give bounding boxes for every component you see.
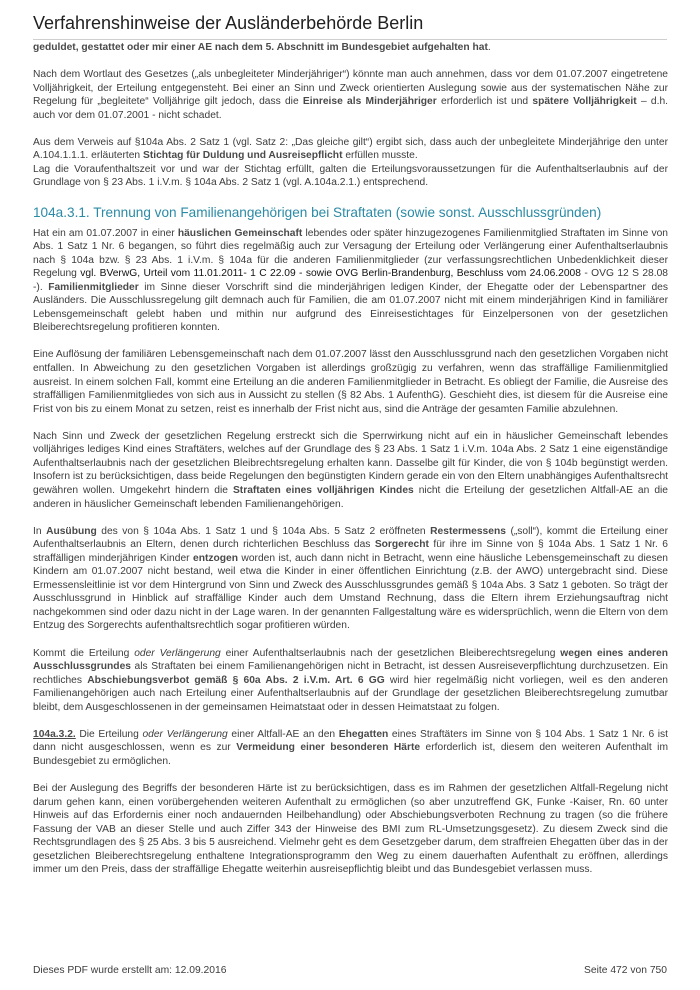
bold-text: Restermessens [430, 525, 506, 537]
text: Aus dem Verweis auf §104a Abs. 2 Satz 1 (vgl. Satz 2: „Das gleiche gilt“) ergibt sich, dass auch der unbegleitete Minderjährige den unter A.104.1.1.1. erläuterten [33, 136, 668, 162]
text: erforderlich ist und [436, 96, 533, 108]
text: („soll“), kommt die Erteilung einer Aufenthaltserlaubnis an Eltern, denen durch richterlichen Beschluss das [33, 525, 669, 551]
bold-text: wegen eines anderen Ausschlussgrundes [33, 647, 668, 673]
page-header [33, 12, 667, 40]
paragraph-1 [33, 41, 668, 55]
paragraph-9 [33, 728, 668, 769]
paragraph-8 [33, 647, 668, 715]
text: Eine Auflösung der familiären Lebensgemeinschaft nach dem 01.07.2007 lässt den Ausschlussgrund nach den gesetzlichen Vorgaben nicht entfallen. In Abweichung zu den gesetzlichen Vorgaben ist allerdings großzügig zu verfahren, wenn das straffällige Familienmitglied ausreist. In einem solchen Fall, kommt eine Erteilung an die anderen Familienmitglieder in Betracht. Es obliegt der Familie, die Ausreise des straffälligen Familienmitgliedes von sich aus in Aussicht zu stellen (§ 82 Abs. 1 AufenthG). Geschieht dies, ist diesem für die Ausreise eine Frist von bis zu einem Monat zu setzen, reist es innerhalb der Frist nicht aus, sind die Anträge der gesamten Familie abzulehnen. [33, 349, 668, 415]
page-title: Verfahrenshinweise der Ausländerbehörde Berlin [33, 13, 424, 33]
bold-text: Straftaten eines volljährigen Kindes [232, 484, 414, 496]
bold-text: Einreise als Minderjähriger [302, 96, 437, 108]
paragraph-2 [33, 68, 668, 122]
paragraph-3 [33, 136, 668, 190]
bold-text: Ausübung [46, 525, 97, 537]
text: Nach Sinn und Zweck der gesetzlichen Regelung erstreckt sich die Sperrwirkung nicht auf ein in häuslicher Gemeinschaft lebendes volljähriges lediges Kind eines Straftäters, welches auf der Grundlage des § 23 Abs. 1 Satz 1 i.V.m. 104a Abs. 2 Satz 1 eine eigenständige Aufenthaltserlaubnis nach der gesetzlichen Bleibrechtsregelung erhalten kann. Dasselbe gilt für Kinder, die von § 104b begünstigt werden. Insofern ist zu berücksichtigen, dass beide Regelungen den begünstigten Kindern gerade ein von den Eltern unabhängiges Aufenthaltsrecht gewähren wollen. Umgekehrt hindern die [33, 430, 668, 496]
italic-text: oder Verlängerung [142, 728, 228, 740]
creation-date: Dieses PDF wurde erstellt am: 12.09.2016 [33, 965, 227, 976]
bold-text: häuslichen Gemeinschaft [177, 227, 303, 239]
text: für ihre im Sinne von § 104a Abs. 1 Satz 1 Nr. 6 straffälligen minderjährigen Kinder [33, 539, 668, 564]
text: Hat ein am 01.07.2007 in einer [33, 227, 178, 239]
text: erfüllen musste. [342, 150, 418, 162]
paragraph-6 [33, 430, 668, 511]
bold-text: Stichtag für Duldung und Ausreisepflicht [142, 150, 343, 162]
text: Lag die Voraufenthaltszeit vor und war der Stichtag erfüllt, galten die Erteilungsvoraussetzungen für die Aufenthaltserlaubnis auf der Grundlage von § 23 Abs. 1 i.V.m. § 104a Abs. 2 Satz 1 (vgl. A.104a.2.1.) entsprechend. [33, 163, 668, 189]
document-body [33, 41, 668, 890]
text: Kommt die Erteilung [33, 647, 135, 659]
text: worden ist, auch dann nicht in Betracht, wenn eine häusliche Lebensgemeinschaft zu diesen Kindern am 01.07.2007 nicht bestand, weil etwa die Kinder in einer öffentlichen Einrichtung (z.B. der AWO) untergebracht sind. Diese Ermessensleitlinie ist vor dem Hintergrund von Sinn und Zweck des Ausschlussgrundes gemäß § 104a Abs. 3 Satz 1 geboten. So trägt der Ausschlussgrund in Hinblick auf straffällige Kinder auch dem Umstand Rechnung, dass die Eltern ihrem Erziehungsauftrag nicht nachgekommen sind oder dazu nicht in der Lage waren. In der genannten Fallgestaltung wäre es widersprüchlich, wenn die Eltern von dem Entzug des Sorgerechts aufenthaltsrechtlich sogar profitieren würden. [33, 552, 668, 632]
text: - OVG 12 S 28.08 -). [33, 268, 668, 293]
text: Nach dem Wortlaut des Gesetzes („als unbegleiteter Minderjähriger“) könnte man auch annehmen, dass vor dem 01.07.2007 eingetretene Volljährigkeit, der Erteilung entgegensteht. Bei einer an Sinn und Zweck orientierten Auslegung sowie aus der systematischen Nähe zur Regelung für „begleitete“ Volljährige gilt jedoch, dass die [33, 69, 668, 108]
italic-text: oder Verlängerung [134, 647, 221, 659]
text: – d.h. auch vor dem 01.07.2001 - nicht schadet. [33, 96, 669, 121]
paragraph-7 [33, 525, 668, 633]
paragraph-4 [33, 227, 668, 335]
section-heading: 104a.3.1. Trennung von Familienangehörigen bei Straftaten (sowie sonst. Ausschlussgründen) [33, 204, 602, 220]
bold-text: Vermeidung einer besonderen Härte [236, 742, 421, 754]
page-footer [33, 965, 667, 976]
paragraph-10 [33, 782, 668, 877]
text: im Sinne dieser Vorschrift sind die minderjährigen ledigen Kinder, der Ehegatte oder der Lebenspartner des Ausländers. Die Ausschlussregelung gilt demnach auch für Familien, die am 01.07.2007 nicht mit einem minderjährigen Kind in familiärer Lebensgemeinschaft gelebt haben und mithin nur aufgrund des Einreisestichtages für Einzelpersonen von der gesetzlichen Bleiberechtsregelung profitieren konnten. [33, 281, 668, 334]
bold-text: Sorgerecht [374, 539, 429, 551]
section-reference: 104a.3.2. [33, 728, 76, 740]
text: einer Aufenthaltserlaubnis nach der gesetzlichen Bleiberechtsregelung [220, 647, 561, 659]
text: Die Erteilung [75, 728, 143, 740]
court-citation: vgl. BVerwG, Urteil vom 11.01.2011- 1 C 22.09 - sowie OVG Berlin-Brandenburg, Beschluss vom 24.06.2008 [80, 268, 581, 280]
text: nicht die Erteilung der gesetzlichen Altfall-AE an die anderen in häuslicher Gemeinschaft lebenden Familienangehörigen. [33, 484, 668, 510]
text: des von § 104a Abs. 1 Satz 1 und § 104a Abs. 5 Satz 2 eröffneten [96, 525, 431, 537]
text: eines Straftäters im Sinne von § 104 Abs. 1 Satz 1 Nr. 6 ist dann nicht ausgeschlossen, wenn es zur [33, 728, 669, 754]
paragraph-5 [33, 348, 668, 416]
text: erforderlich ist, diesem den weiteren Aufenthalt im Bundesgebiet zu ermöglichen. [33, 742, 668, 767]
bold-text: Familienmitglieder [48, 281, 139, 293]
text: . [487, 42, 491, 53]
bold-text: Abschiebungsverbot gemäß § 60a Abs. 2 i.V.m. Art. 6 GG [87, 674, 385, 686]
bold-text: Ehegatten [338, 728, 389, 740]
bold-text: entzogen [193, 552, 238, 564]
text: Bei der Auslegung des Begriffs der besonderen Härte ist zu berücksichtigen, dass es im Rahmen der gesetzlichen Altfall-Regelung nicht darum gehen kann, einen vorübergehenden weiteren Aufenthalt zu ermöglichen (so aber unzutreffend GK, Funke -Kaiser, Rn. 60 unter Hinweis auf das Erfordernis einer noch andauernden Heilbehandlung) oder Abschiebungsverboten Rechnung zu tragen (so die frühere Fassung der VAB an dieser Stelle und auch Ziffer 343 der Hinweise des BMI zum RL-Umsetzungsgesetz). Zu diesem Zweck sind die Rechtsgrundlagen des § 25 Abs. 3 bis 5 ausreichend. Vielmehr geht es dem Gesetzgeber darum, dem straffreien Ehegatten über das in der gesetzlichen Bleiberechtsregelung enthaltene Integrationsprogramm den Weg zu einem dauerhaften Aufenthalt zu eröffnen, allerdings immer um den Preis, dass der straffällige Ehegatte weiterhin ausreisepflichtig bleibt und das Bundesgebiet verlassen muss. [33, 782, 668, 876]
text: In [33, 525, 47, 537]
text: lebendes oder später hinzugezogenes Familienmitglied Straftaten im Sinne von Abs. 1 Satz 1 Nr. 6 begangen, so führt dies regelmäßig auch zur Versagung der Erteilung oder Verlängerung einer Aufenthaltserlaubnis nach § 104a bzw. § 23 Abs. 1 i.V.m. § 104a für die anderen Familienmitglieder (zur verfassungsrechtlichen Unbedenklichkeit dieser Regelung [33, 227, 668, 280]
bold-text: spätere Volljährigkeit [532, 96, 637, 108]
text: als Straftaten bei einem Familienangehörigen nicht in Betracht, ist dessen Ausreiseverpflichtung durchzusetzen. Ein rechtliches [33, 661, 668, 686]
text: einer Altfall-AE an den [227, 728, 339, 740]
page-number: Seite 472 von 750 [583, 965, 667, 976]
bold-text: geduldet, gestattet oder mir einer AE nach dem 5. Abschnitt im Bundesgebiet aufgehalten hat [33, 42, 488, 53]
text: wird hier regelmäßig nicht vorliegen, weil es den anderen Familienangehörigen auch nach Erteilung einer Aufenthaltserlaubnis auf der Grundlage der gesetzlichen Bleiberechtsregelung zumutbar bleibt, dem Ausgeschlossenen in der gemeinsamen Heimatstaat oder in dessen Heimatstaat zu folgen. [33, 674, 668, 713]
